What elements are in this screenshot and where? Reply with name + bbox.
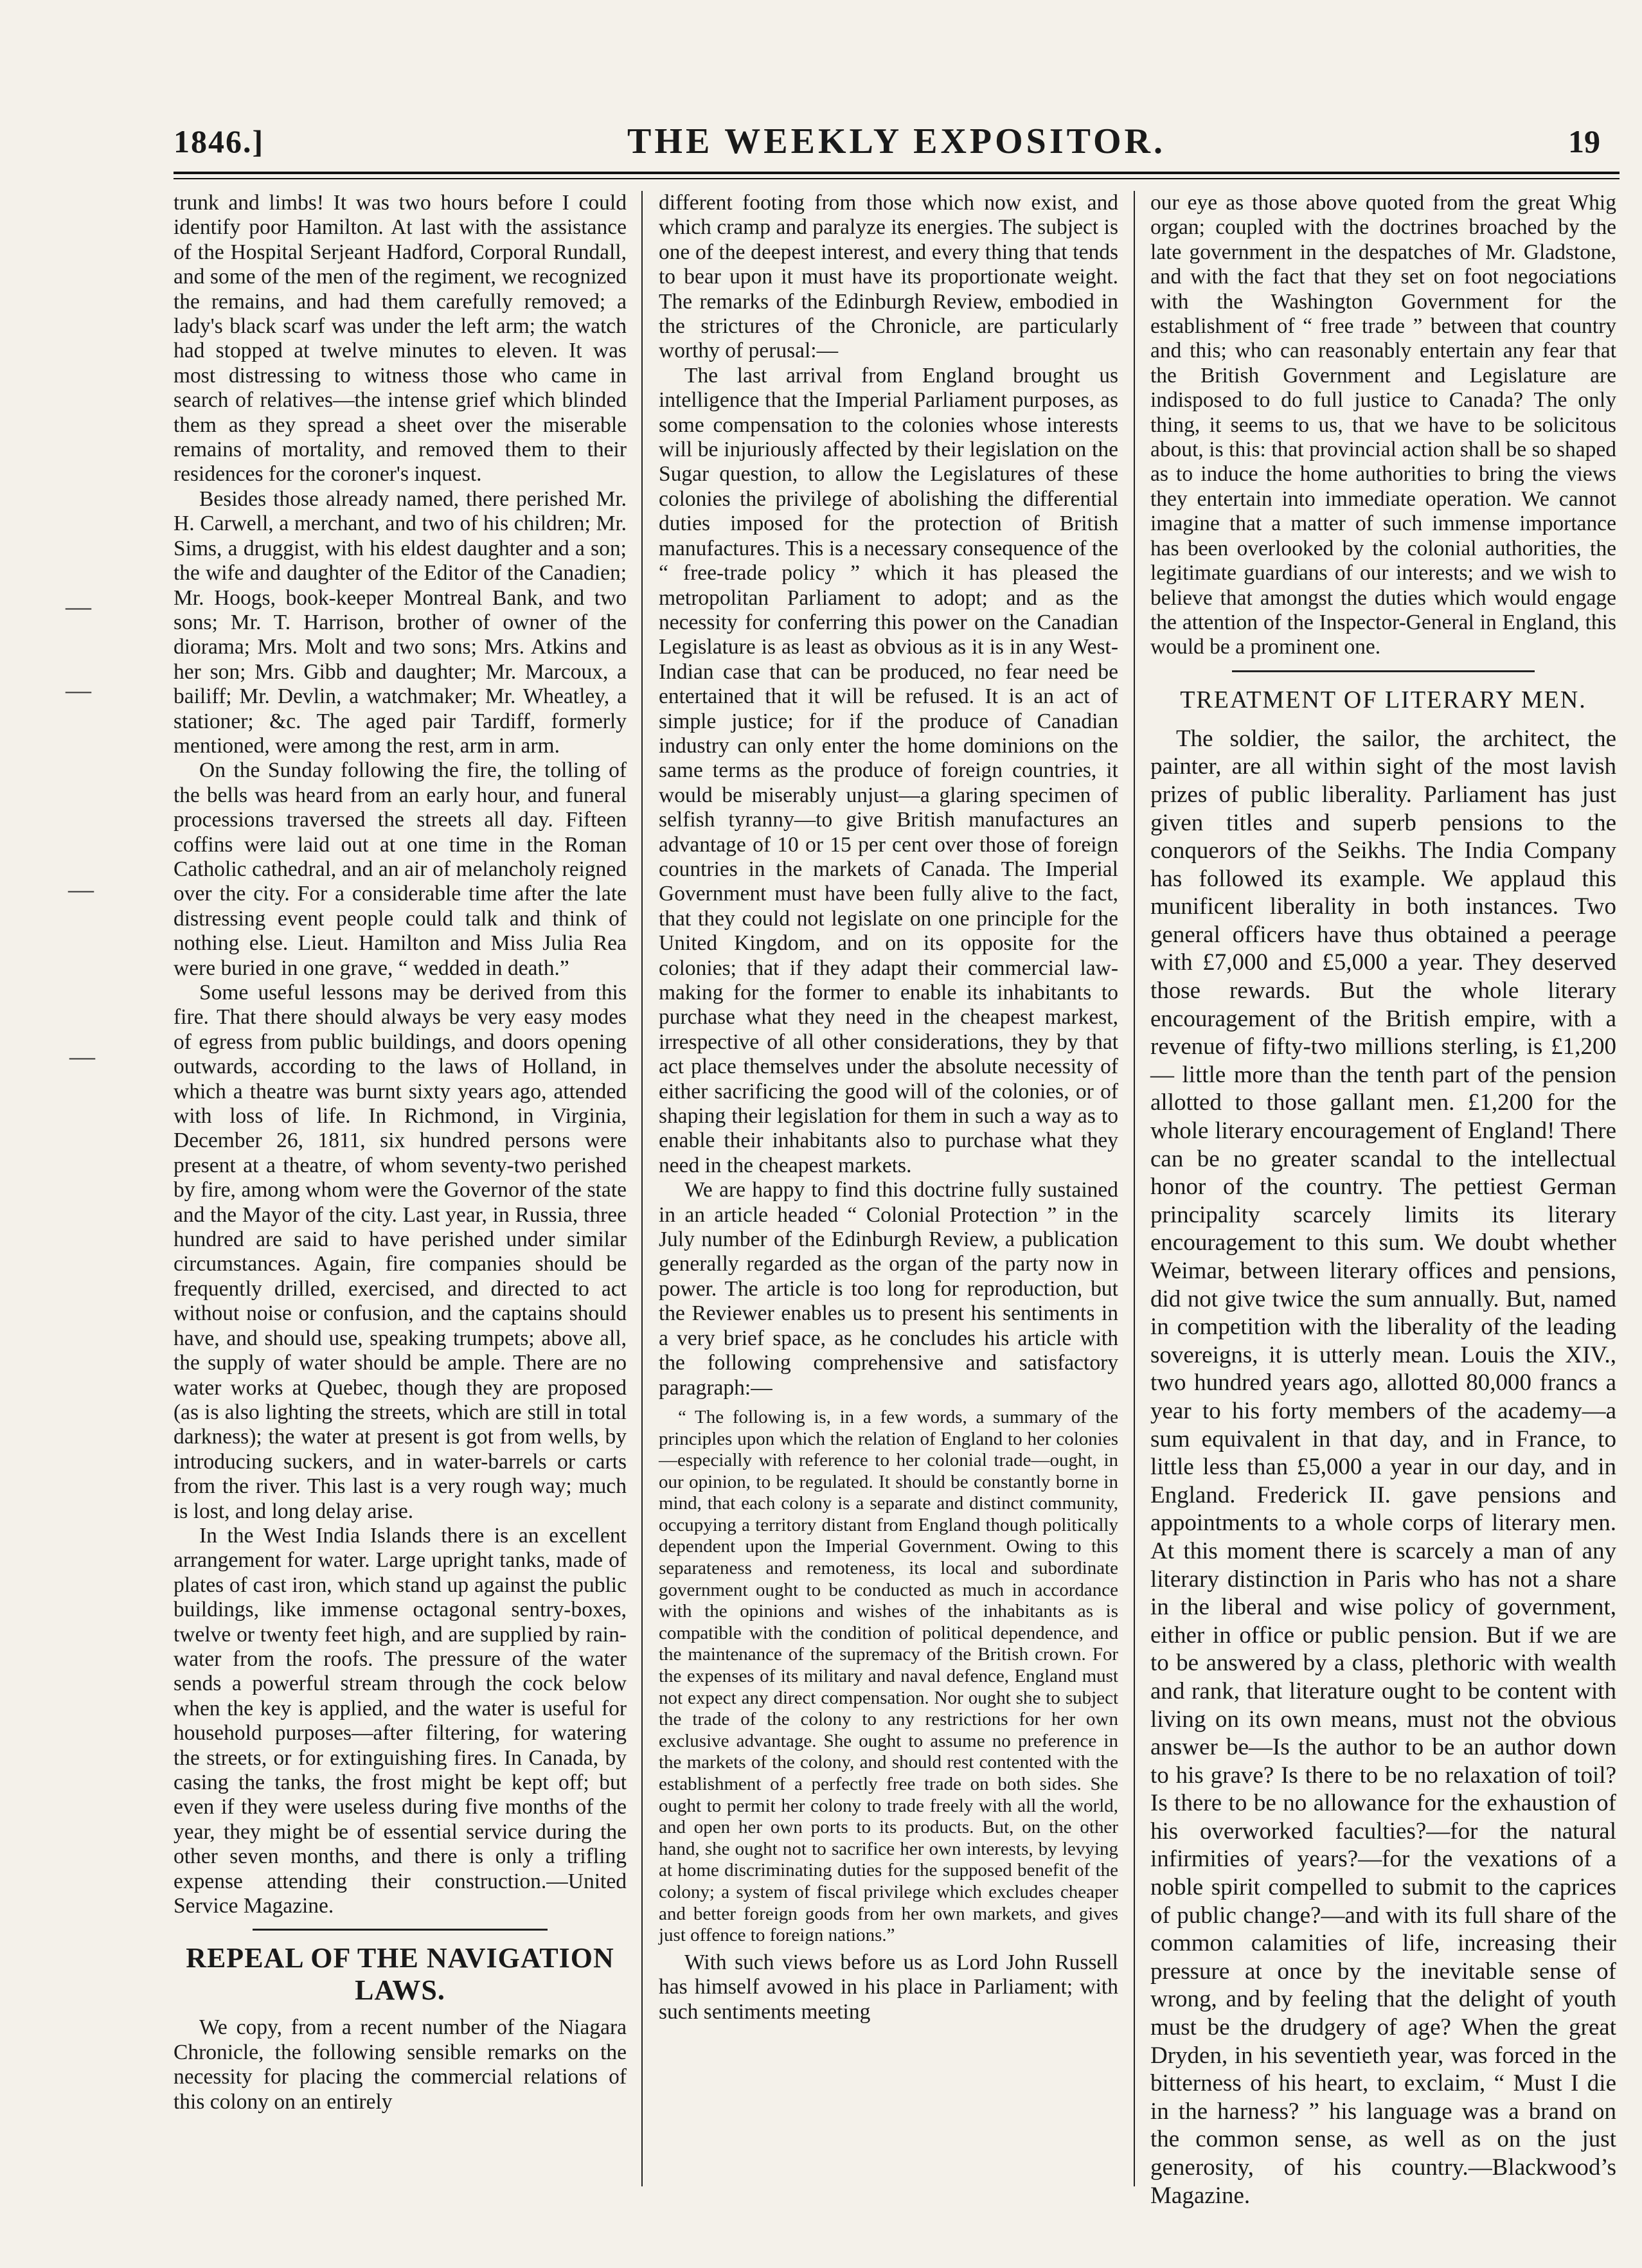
margin-tick: — bbox=[68, 875, 94, 904]
article-paragraph: On the Sunday following the fire, the tolling of the bells was heard from an early hour, and funeral processions traversed the streets all day. Fifteen coffins were laid out at one time in the Roman Catholic cathedral, and an air of melancholy reigned over the city. For a considerable time after the late distressing event people could talk and think of nothing else. Lieut. Hamilton and Miss Julia Rea were buried in one grave, “ wedded in death.” bbox=[174, 758, 627, 980]
masthead-title: THE WEEKLY EXPOSITOR. bbox=[627, 121, 1166, 161]
article-paragraph: With such views before us as Lord John Russell has himself avowed in his place in Parliament; with such sentiments meeting bbox=[659, 1950, 1118, 2024]
column-divider bbox=[1134, 191, 1135, 2186]
section-divider bbox=[1232, 670, 1535, 672]
left-margin-marks bbox=[26, 0, 103, 2268]
article-paragraph: The soldier, the sailor, the architect, the painter, are all within sight of the most lavish prizes of public liberality. Parliament has just given titles and superb pensions to the conquerors of the Seikhs. The India Company has followed its example. We applaud this munificent liberality in both instances. Two general officers have thus obtained a peerage with £7,000 and £5,000 a year. They deserved those rewards. But the whole literary encouragement of the British empire, with a revenue of fifty-two millions sterling, is £1,200— little more than the tenth part of the pension allotted to those gallant men. £1,200 for the whole literary encouragement of England! There can be no greater scandal to the intellectual honor of the country. The pettiest German principality scarcely limits its literary encouragement to this sum. We doubt whether Weimar, between literary offices and pensions, did not give twice the sum annually. But, named in competition with the liberality of the leading sovereigns, it is utterly mean. Louis the XIV., two hundred years ago, allotted 80,000 francs a year to his forty members of the academy—a sum equivalent in that day, and in France, to little less than £5,000 a year in our day, and in England. Frederick II. gave pensions and appointments to a whole corps of literary men. At this moment there is scarcely a man of any literary distinction in Paris who has not a share in the liberal and wise policy of government, either in office or public pension. But if we are to be answered by a class, plethoric with wealth and rank, that literature ought to be content with living on its own means, must not the obvious answer be—Is the author to be an author down to his grave? Is there to be no relaxation of toil? Is there to be no allowance for the exhaustion of his overworked faculties?—for the natural infirmities of years?—for the vexations of a noble spirit compelled to submit to the caprices of public change?—and with its full share of the common calamities of life, increasing their pressure at once by the inevitable sense of wrong, and by feeling that the delight of youth must be the drudgery of age? When the great Dryden, in his seventieth year, was forced in the bitterness of his heart, to exclaim, “ Must I die in the harness? ” his language was a brand on the common sense, as well as on the just generosity, of his country.—Blackwood’s Magazine. bbox=[1150, 725, 1616, 2209]
margin-tick: — bbox=[69, 1042, 95, 1071]
article-paragraph: our eye as those above quoted from the great Whig organ; coupled with the doctrines broached by the late government in the despatches of Mr. Gladstone, and with the fact that they set on foot negociations with the Washington Government for the establishment of “ free trade ” between that country and this; who can reasonably entertain any fear that the British Government and Legislature are indisposed to do full justice to Canada? The only thing, it seems to us, that we have to be solicitous about, is this: that provincial action shall be so shaped as to induce the home authorities to bring the views they entertain into immediate operation. We cannot imagine that a matter of such immense importance has been overlooked by the colonial authorities, the legitimate guardians of our interests; and we wish to believe that amongst the duties which would engage the attention of the Inspector-General in England, this would be a prominent one. bbox=[1150, 191, 1616, 659]
margin-tick: — bbox=[66, 675, 91, 704]
section-body bbox=[1150, 725, 1616, 2210]
margin-tick: — bbox=[66, 592, 91, 621]
column-2 bbox=[659, 191, 1118, 2186]
article-paragraph: We are happy to find this doctrine fully sustained in an article headed “ Colonial Protection ” in the July number of the Edinburgh Review, a publication generally regarded as the organ of the party now in power. The article is too long for reproduction, but the Reviewer enables us to present his sentiments in a very brief space, as he concludes his article with the following comprehensive and satisfactory paragraph:— bbox=[659, 1178, 1118, 1400]
article-paragraph: trunk and limbs! It was two hours before I could identify poor Hamilton. At last with the assistance of the Hospital Serjeant Hadford, Corporal Rundall, and some of the men of the regiment, we recognized the remains, and had them carefully removed; a lady's black scarf was under the left arm; the watch had stopped at twelve minutes to eleven. It was most distressing to witness those who came in search of relatives—the intense grief which blinded them as they spread a sheet over the miserable remains of mortality, and removed them to their residences for the coroner's inquest. bbox=[174, 191, 627, 487]
column-3 bbox=[1150, 191, 1616, 2209]
page-number: 19 bbox=[1568, 123, 1600, 159]
column-divider bbox=[641, 191, 643, 2186]
block-quote bbox=[659, 1407, 1118, 1947]
article-paragraph: In the West India Islands there is an excellent arrangement for water. Large upright tanks, made of plates of cast iron, which stand up against the public buildings, like immense octagonal sentry-boxes, twelve or twenty feet high, and are supplied by rain-water from the roofs. The pressure of the water sends a powerful stream through the cock below when the key is applied, and the water is useful for household purposes—after filtering, for watering the streets, or for extinguishing fires. In Canada, by casing the tanks, the frost might be kept off; but even if they were useless during five months of the year, they might be of essential service during the other seven months, and there is only a trifling expense attending their construction.—United Service Magazine. bbox=[174, 1523, 627, 1918]
article-paragraph: We copy, from a recent number of the Niagara Chronicle, the following sensible remarks on the necessity for placing the commercial relations of this colony on an entirely bbox=[174, 2015, 627, 2114]
section-divider bbox=[253, 1929, 547, 1931]
page-header bbox=[174, 112, 1620, 170]
header-year: 1846.] bbox=[174, 123, 265, 159]
article-paragraph: Some useful lessons may be derived from this fire. That there should always be very easy modes of egress from public buildings, and doors opening outwards, according to the laws of Holland, in which a theatre was burnt sixty years ago, attended with loss of life. In Richmond, in Virginia, December 26, 1811, six hundred persons were present at a theatre, of whom seventy-two perished by fire, among whom were the Governor of the state and the Mayor of the city. Last year, in Russia, three hundred are said to have perished under similar circumstances. Again, fire companies should be frequently drilled, exercised, and directed to act without noise or confusion, and the captains should have, and should use, speaking trumpets; above all, the supply of water should be ample. There are no water works at Quebec, though they are proposed (as is also lighting the streets, which are still in total darkness); the water at present is got from wells, by introducing suckers, and in water-barrels or carts from the river. This last is a very rough way; much is lost, and long delay arise. bbox=[174, 981, 627, 1523]
section-heading-literary-men: TREATMENT OF LITERARY MEN. bbox=[1180, 686, 1587, 713]
quote-text: “ The following is, in a few words, a summary of the principles upon which the relation of England to her colonies—especially with reference to her colonial trade—ought, in our opinion, to be regulated. It should be constantly borne in mind, that each colony is a separate and distinct community, occupying a territory distant from England though politically dependent upon the Imperial Government. Owing to this separateness and remoteness, its local and subordinate government ought to be conducted as much in accordance with the opinions and wishes of the inhabitants as is compatible with the condition of political dependence, and the maintenance of the supremacy of the British crown. For the expenses of its military and naval defence, England must not expect any direct compensation. Nor ought she to subject the trade of the colony to any restrictions for her own exclusive advantage. She ought to assume no preference in the markets of the colony, and should rest contented with the establishment of a perfectly free trade on both sides. She ought to permit her colony to trade freely with all the world, and open her own ports to its products. But, on the other hand, she ought not to sacrifice her own interests, by levying at home discriminating duties for the supposed benefit of the colony; a system of fiscal privilege which excludes cheaper and better foreign goods from her own markets, and gives just offence to foreign nations.” bbox=[659, 1406, 1118, 1946]
newspaper-page bbox=[174, 112, 1620, 2209]
column-1 bbox=[174, 191, 627, 2186]
article-paragraph: The last arrival from England brought us intelligence that the Imperial Parliament purposes, as some compensation to the colonies whose interests will be injuriously affected by their legislation on the Sugar question, to allow the Legislatures of these colonies the privilege of abolishing the differential duties imposed for the protection of British manufactures. This is a necessary consequence of the “ free-trade policy ” which it has pleased the metropolitan Parliament to adopt; and as the necessity for conferring this power on the Canadian Legislature is as least as obvious as it is in any West-Indian case that can be produced, no fear need be entertained that it will be refused. It is an act of simple justice; for if the produce of Canadian industry can only enter the home dominions on the same terms as the produce of foreign countries, it would be miserably unjust—a glaring specimen of selfish tyranny—to give British manufactures an advantage of 10 or 15 per cent over those of foreign countries in the markets of Canada. The Imperial Government must have been fully alive to the fact, that they could not legislate on one principle for the United Kingdom, and on its opposite for the colonies; that if they adapt their commercial law-making for the former to enable its inhabitants to purchase what they need in the cheapest markest, irrespective of all other considerations, they by that act place themselves under the absolute necessity of either sacrificing the good will of the colonies, or of shaping their legislation for them in such a way as to enable their inhabitants also to purchase what they need in the cheapest markets. bbox=[659, 363, 1118, 1177]
header-rule bbox=[174, 172, 1620, 174]
section-heading-navigation-laws: REPEAL OF THE NAVIGATION LAWS. bbox=[186, 1942, 614, 2006]
article-paragraph: different footing from those which now exist, and which cramp and paralyze its energies. The subject is one of the deepest interest, and every thing that tends to bear upon it must have its proportionate weight. The remarks of the Edinburgh Review, embodied in the strictures of the Chronicle, are particularly worthy of perusal:— bbox=[659, 191, 1118, 363]
article-paragraph: Besides those already named, there perished Mr. H. Carwell, a merchant, and two of his children; Mr. Sims, a druggist, with his eldest daughter and a son; the wife and daughter of the Editor of the Canadien; Mr. Hoogs, book-keeper Montreal Bank, and two sons; Mr. T. Harrison, brother of owner of the diorama; Mrs. Molt and two sons; Mrs. Atkins and her son; Mrs. Gibb and daughter; Mr. Marcoux, a bailiff; Mr. Devlin, a watchmaker; Mr. Wheatley, a stationer; &c. The aged pair Tardiff, formerly mentioned, were among the rest, arm in arm. bbox=[174, 487, 627, 758]
header-rule-thin bbox=[174, 178, 1620, 179]
